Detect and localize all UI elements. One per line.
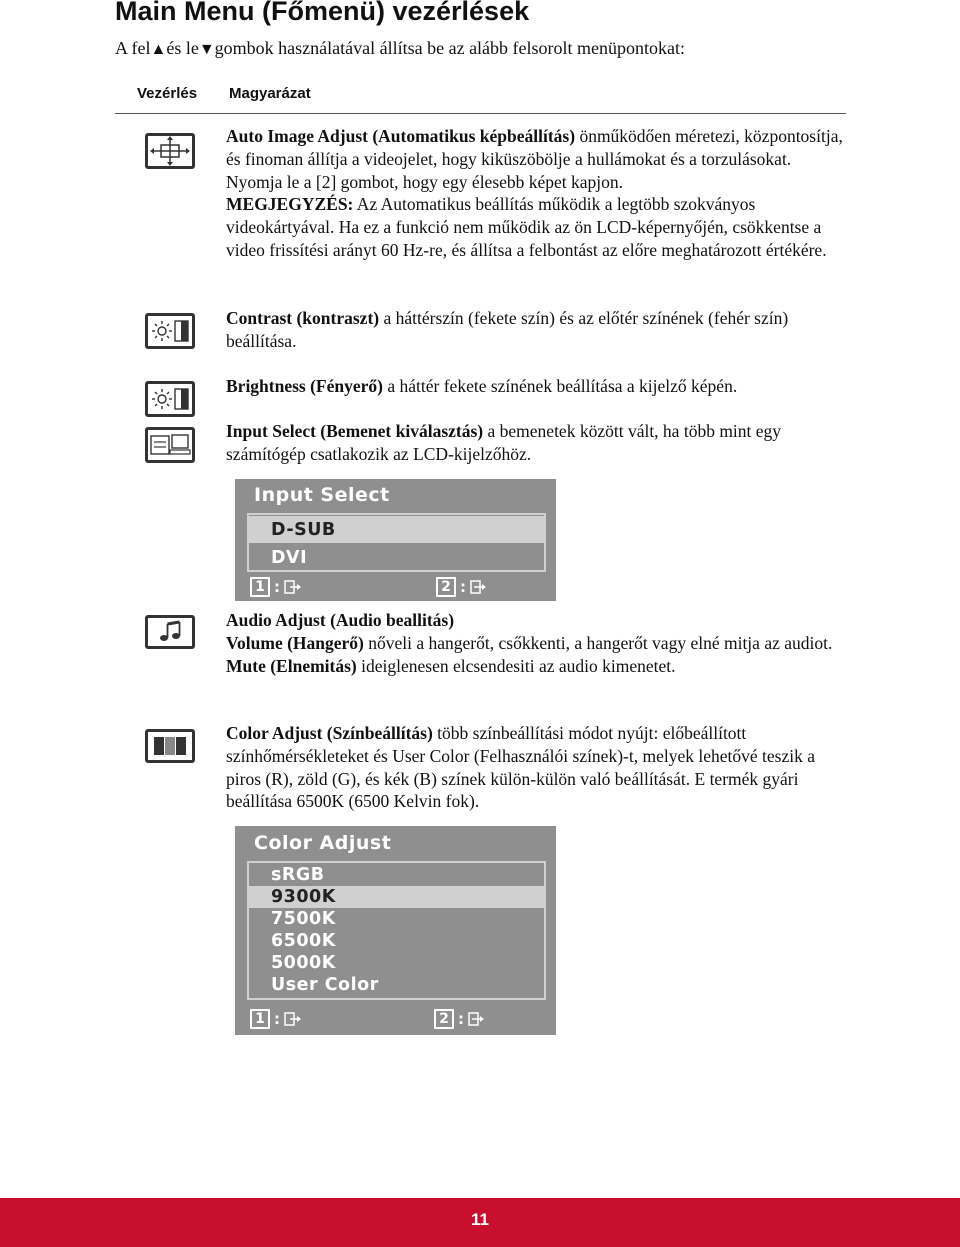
- volume-term: Volume (Hangerő): [226, 632, 364, 653]
- intro-part3: gombok használatával állítsa be az alább felsorolt menüpontokat:: [214, 38, 686, 58]
- osd-input-select: [235, 479, 556, 601]
- down-arrow-icon: ▼: [198, 41, 215, 58]
- osd-color-option-6500k[interactable]: 6500K: [271, 931, 336, 951]
- color-adjust-term: Color Adjust (Színbeállítás): [226, 723, 433, 743]
- osd-color-option-7500k[interactable]: 7500K: [271, 909, 336, 929]
- input-select-description: [226, 420, 851, 466]
- auto-adjust-icon: [145, 133, 195, 169]
- column-header-explanation: Magyarázat: [229, 85, 311, 102]
- page-number: 11: [471, 1210, 489, 1229]
- key-1-icon: 1: [250, 577, 270, 597]
- intro-text: [115, 38, 685, 59]
- input-select-icon: [145, 427, 195, 463]
- exit-icon: [284, 579, 302, 595]
- color-adjust-description: [226, 722, 851, 813]
- note-text: Az Automatikus beállítás működik a legtöbb szokványos videokártyával. Ha ez a funkció nem működik az ön LCD-képernyőjén, csökkentse a video frissítési arányt 60 Hz-re, és állítsa a felbontást az előre meghatározott értékére.: [226, 194, 827, 260]
- intro-part1: A fel: [115, 38, 151, 58]
- brightness-icon: [145, 381, 195, 417]
- intro-part2: és le: [166, 38, 199, 58]
- mute-term: Mute (Elnemitás): [226, 655, 357, 676]
- contrast-description: [226, 307, 851, 353]
- brightness-term: Brightness (Fényerő): [226, 376, 383, 396]
- key-1-icon: 1: [250, 1009, 270, 1029]
- contrast-term: Contrast (kontraszt): [226, 308, 380, 328]
- key-separator: :: [460, 578, 466, 596]
- osd-input-option-dvi[interactable]: DVI: [271, 548, 308, 568]
- osd-input-footer-key1: [250, 577, 302, 597]
- osd-color-footer-key2: [434, 1009, 486, 1029]
- volume-text: nőveli a hangerőt, csőkkenti, a hangerőt vagy elné mitja az audiot.: [363, 632, 833, 653]
- up-arrow-icon: ▲: [150, 41, 167, 58]
- mute-text: ideiglenesen elcsendesiti az audio kimenetet.: [356, 655, 676, 676]
- audio-heading: Audio Adjust (Audio beallitás): [226, 610, 455, 630]
- osd-color-adjust-title: Color Adjust: [254, 832, 392, 854]
- key-separator: :: [274, 1010, 280, 1028]
- osd-input-select-title: Input Select: [254, 484, 390, 506]
- key-separator: :: [274, 578, 280, 596]
- input-select-term: Input Select (Bemenet kiválasztás): [226, 421, 484, 441]
- page-title: Main Menu (Főmenü) vezérlések: [115, 0, 530, 26]
- osd-color-option-5000k[interactable]: 5000K: [271, 953, 336, 973]
- brightness-description: [226, 375, 851, 398]
- key-2-icon: 2: [436, 577, 456, 597]
- color-adjust-icon: [145, 729, 195, 763]
- osd-color-adjust: [235, 826, 556, 1035]
- note-label: MEGJEGYZÉS:: [226, 194, 354, 215]
- osd-input-option-dsub[interactable]: D-SUB: [249, 516, 544, 543]
- osd-input-select-list: [247, 513, 546, 572]
- color-adjust-text: több színbeállítási módot nyújt: előbeállított színhőmérsékleteket és User Color (Felhasználói színek)-t, melyek lehetővé teszik a piros (R), zöld (G), és kék (B) színek külön-külön való beállítását. E termék gyári beállítása 6500K (6500 Kelvin fok).: [226, 723, 815, 812]
- enter-icon: [470, 579, 488, 595]
- osd-color-option-srgb[interactable]: sRGB: [271, 865, 325, 885]
- osd-color-option-user-color[interactable]: User Color: [271, 975, 379, 995]
- key-separator: :: [458, 1010, 464, 1028]
- auto-adjust-description: [226, 125, 851, 262]
- osd-color-option-9300k[interactable]: 9300K: [249, 886, 544, 908]
- osd-color-adjust-list: [247, 861, 546, 1000]
- audio-description: [226, 609, 851, 677]
- brightness-text: a háttér fekete színének beállítása a kijelző képén.: [383, 376, 738, 396]
- key-2-icon: 2: [434, 1009, 454, 1029]
- header-divider: [115, 113, 846, 114]
- contrast-text: a háttérszín (fekete szín) és az előtér színének (fehér szín) beállítása.: [226, 308, 789, 351]
- column-header-control: Vezérlés: [137, 85, 198, 102]
- osd-color-footer-key1: [250, 1009, 302, 1029]
- osd-input-footer-key2: [436, 577, 488, 597]
- auto-adjust-text: önműködően méretezi, központosítja, és finoman állítja a videojelet, hogy kiküszöbölje a hullámokat és a torzulásokat. Nyomja le a [2] gombot, hogy egy élesebb képet kapjon.: [226, 126, 843, 192]
- enter-icon: [468, 1011, 486, 1027]
- input-select-text: a bemenetek között vált, ha több mint egy számítógép csatlakozik az LCD-kijelzőhöz.: [226, 421, 782, 464]
- exit-icon: [284, 1011, 302, 1027]
- contrast-icon: [145, 313, 195, 349]
- auto-adjust-term: Auto Image Adjust (Automatikus képbeállítás): [226, 126, 576, 146]
- audio-icon: [145, 615, 195, 649]
